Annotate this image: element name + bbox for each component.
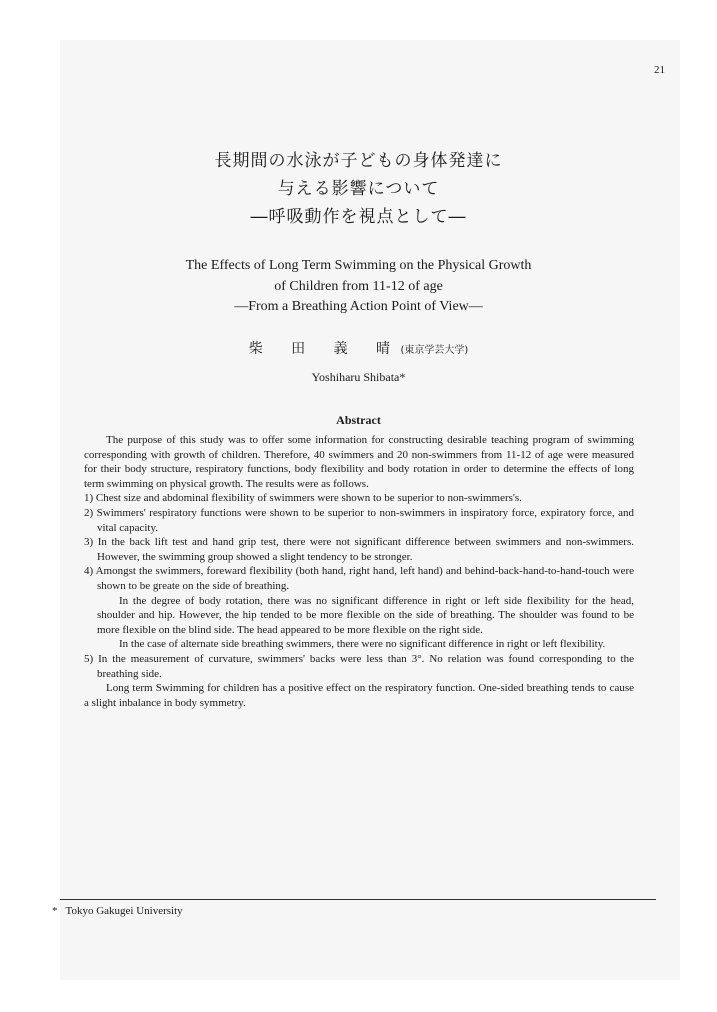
abstract-body: [84, 433, 634, 710]
abstract-closing: Long term Swimming for children has a positive effect on the respiratory function. One-sided breathing tends to cause a slight inbalance in body symmetry.: [84, 682, 634, 709]
title-en-line-1: The Effects of Long Term Swimming on the Physical Growth: [185, 258, 532, 273]
title-en-line-3: —From a Breathing Action Point of View—: [234, 299, 483, 314]
abstract-heading: Abstract: [336, 413, 381, 427]
abstract-item-1: 1) Chest size and abdominal flexibility of swimmers were shown to be superior to non-swimmers's.: [84, 492, 522, 505]
title-jp-line-3: ―呼吸動作を視点として―: [250, 207, 467, 227]
abstract-item-2: 2) Swimmers' respiratory functions were shown to be superior to non-swimmers in inspiratory force, expiratory force, and vital capacity.: [84, 506, 634, 534]
abstract-item-4-alternate: In the case of alternate side breathing swimmers, there were no significant difference in right or left flexibility.: [119, 638, 606, 651]
footnote-marker: *: [52, 905, 58, 917]
title-en-line-2: of Children from 11-12 of age: [274, 279, 443, 294]
abstract-item-4-rotation: In the degree of body rotation, there was no significant difference in right or left side flexibility for the head, shoulder and hip. However, the hip tended to be more flexible on the side of breathing. The shoulder was found to be more flexible on the blind side. The head appeared to be more flexible on the right side.: [97, 594, 634, 636]
author-jp-name: 柴 田 義 晴: [248, 341, 403, 357]
abstract-item-5: 5) In the measurement of curvature, swimmers' backs were less than 3°. No relation was found corresponding to the breathing side.: [84, 652, 634, 680]
author-jp: [0, 338, 717, 358]
footnote-divider: [60, 899, 656, 900]
abstract-item-3: 3) In the back lift test and hand grip test, there were not significant difference between swimmers and non-swimmers. However, the swimming group showed a slight tendency to be stronger.: [84, 536, 634, 563]
title-jp-line-1: 長期間の水泳が子どもの身体発達に: [214, 151, 503, 171]
abstract-intro: The purpose of this study was to offer some information for constructing desirable teaching program of swimming corresponding with growth of children. Therefore, 40 swimmers and 20 non-swimmers from 11-12 of age were measured for their body structure, respiratory functions, body flexibility and body rotation in order to determine the effects of long term swimming on physical growth. The results were as follows.: [84, 434, 634, 490]
page-number: 21: [654, 64, 665, 76]
abstract-item-4: 4) Amongst the swimmers, foreward flexibility (both hand, right hand, left hand) and behind-back-hand-to-hand-touch were shown to be greate on the side of breathing.: [84, 565, 634, 592]
author-jp-affiliation: (東京学芸大学): [400, 345, 469, 356]
footnote-affiliation: Tokyo Gakugei University: [65, 905, 183, 917]
title-jp-line-2: 与える影響について: [277, 179, 440, 199]
author-en: Yoshiharu Shibata*: [311, 370, 406, 384]
footnote: [52, 905, 183, 917]
